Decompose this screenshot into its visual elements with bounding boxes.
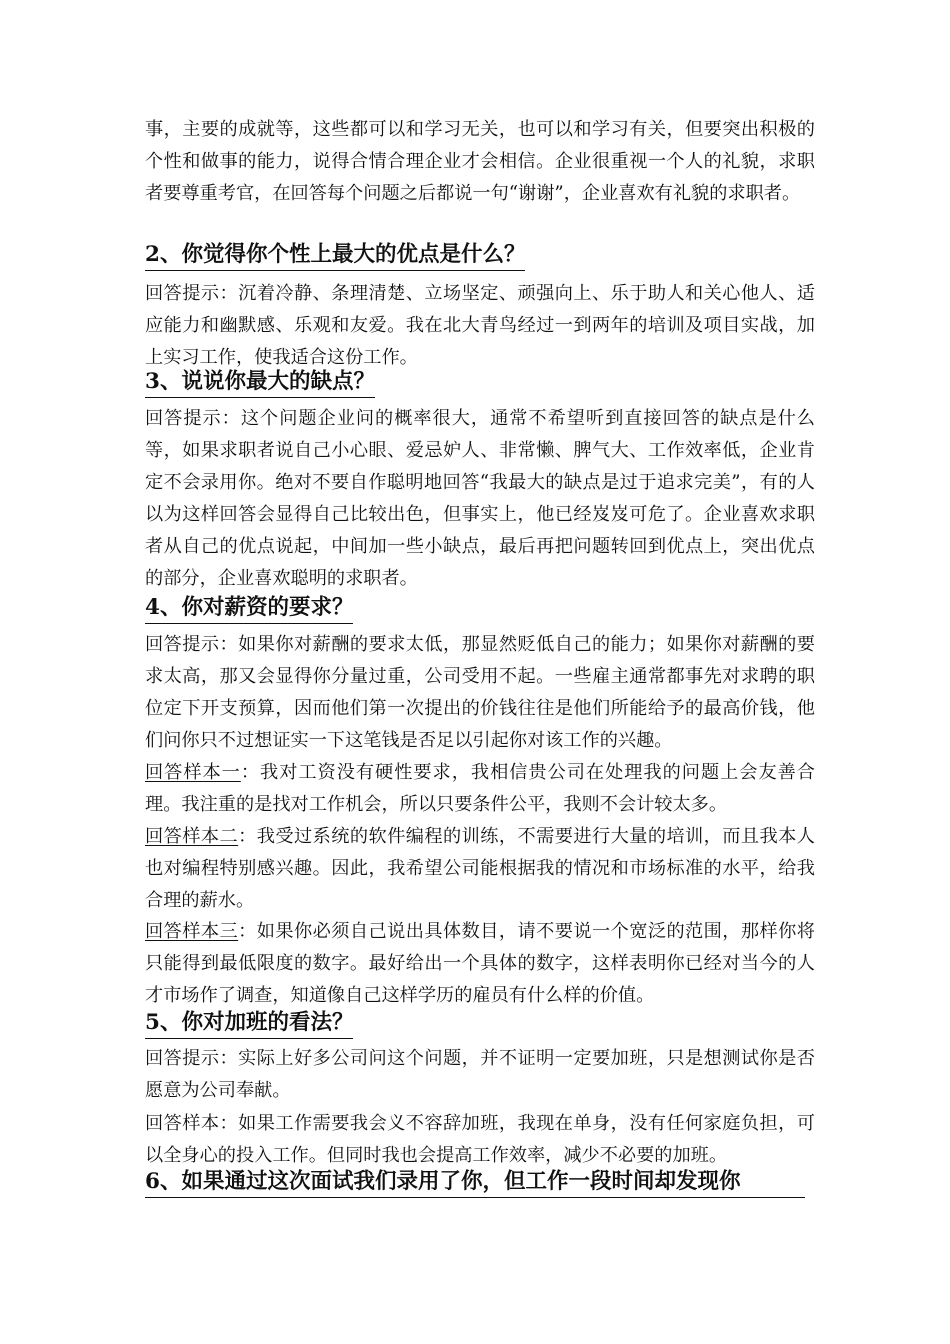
q4-heading: 4、你对薪资的要求？ xyxy=(145,594,353,624)
q2-heading: 2、你觉得你个性上最大的优点是什么？ xyxy=(145,241,525,271)
sample-one-text: ：我对工资没有硬性要求，我相信贵公司在处理我的问题上会友善合理。我注重的是找对工作机会，所以只要条件公平，我则不会计较太多。 xyxy=(145,762,815,815)
q3-hint: 回答提示：这个问题企业问的概率很大，通常不希望听到直接回答的缺点是什么等，如果求职者说自己小心眼、爱忌妒人、非常懒、脾气大、工作效率低，企业肯定不会录用你。绝对不要自作聪明地回答“我最大的缺点是过于追求完美”，有的人以为这样回答会显得自己比较出色，但事实上，他已经岌岌可危了。企业喜欢求职者从自己的优点说起，中间加一些小缺点，最后再把问题转回到优点上，突出优点的部分，企业喜欢聪明的求职者。 xyxy=(145,408,815,589)
q4-sample-one xyxy=(145,757,815,821)
sample-two-text: ：我受过系统的软件编程的训练，不需要进行大量的培训，而且我本人也对编程特别感兴趣。因此，我希望公司能根据我的情况和市场标准的水平，给我合理的薪水。 xyxy=(145,826,815,911)
sample-one-label: 回答样本一 xyxy=(145,762,241,783)
q5-heading: 5、你对加班的看法？ xyxy=(145,1009,353,1039)
q2-hint: 回答提示：沉着冷静、条理清楚、立场坚定、顽强向上、乐于助人和关心他人、适应能力和幽默感、乐观和友爱。我在北大青鸟经过一到两年的培训及项目实战，加上实习工作，使我适合这份工作。 xyxy=(145,283,815,368)
sample-three-label: 回答样本三 xyxy=(145,921,239,942)
q6-heading: 6、如果通过这次面试我们录用了你，但工作一段时间却发现你 xyxy=(145,1168,805,1198)
q4-hint: 回答提示：如果你对薪酬的要求太低，那显然贬低自己的能力；如果你对薪酬的要求太高，那又会显得你分量过重，公司受用不起。一些雇主通常都事先对求聘的职位定下开支预算，因而他们第一次提出的价钱往往是他们所能给予的最高价钱，他们问你只不过想证实一下这笔钱是否足以引起你对该工作的兴趣。 xyxy=(145,634,815,751)
intro-paragraph: 事，主要的成就等，这些都可以和学习无关，也可以和学习有关，但要突出积极的个性和做事的能力，说得合情合理企业才会相信。企业很重视一个人的礼貌，求职者要尊重考官，在回答每个问题之后都说一句“谢谢”，企业喜欢有礼貌的求职者。 xyxy=(145,119,815,204)
sample-three-text: ：如果你必须自己说出具体数目，请不要说一个宽泛的范围，那样你将只能得到最低限度的数字。最好给出一个具体的数字，这样表明你已经对当今的人才市场作了调查，知道像自己这样学历的雇员有什么样的价值。 xyxy=(145,921,815,1006)
q5-hint: 回答提示：实际上好多公司问这个问题，并不证明一定要加班，只是想测试你是否愿意为公司奉献。 xyxy=(145,1048,815,1101)
q4-sample-two xyxy=(145,821,815,917)
q4-sample-three xyxy=(145,916,815,1012)
sample-two-label: 回答样本二 xyxy=(145,826,239,847)
q5-sample: 回答样本：如果工作需要我会义不容辞加班，我现在单身，没有任何家庭负担，可以全身心的投入工作。但同时我也会提高工作效率，减少不必要的加班。 xyxy=(145,1113,815,1166)
q3-heading: 3、说说你最大的缺点？ xyxy=(145,368,375,398)
